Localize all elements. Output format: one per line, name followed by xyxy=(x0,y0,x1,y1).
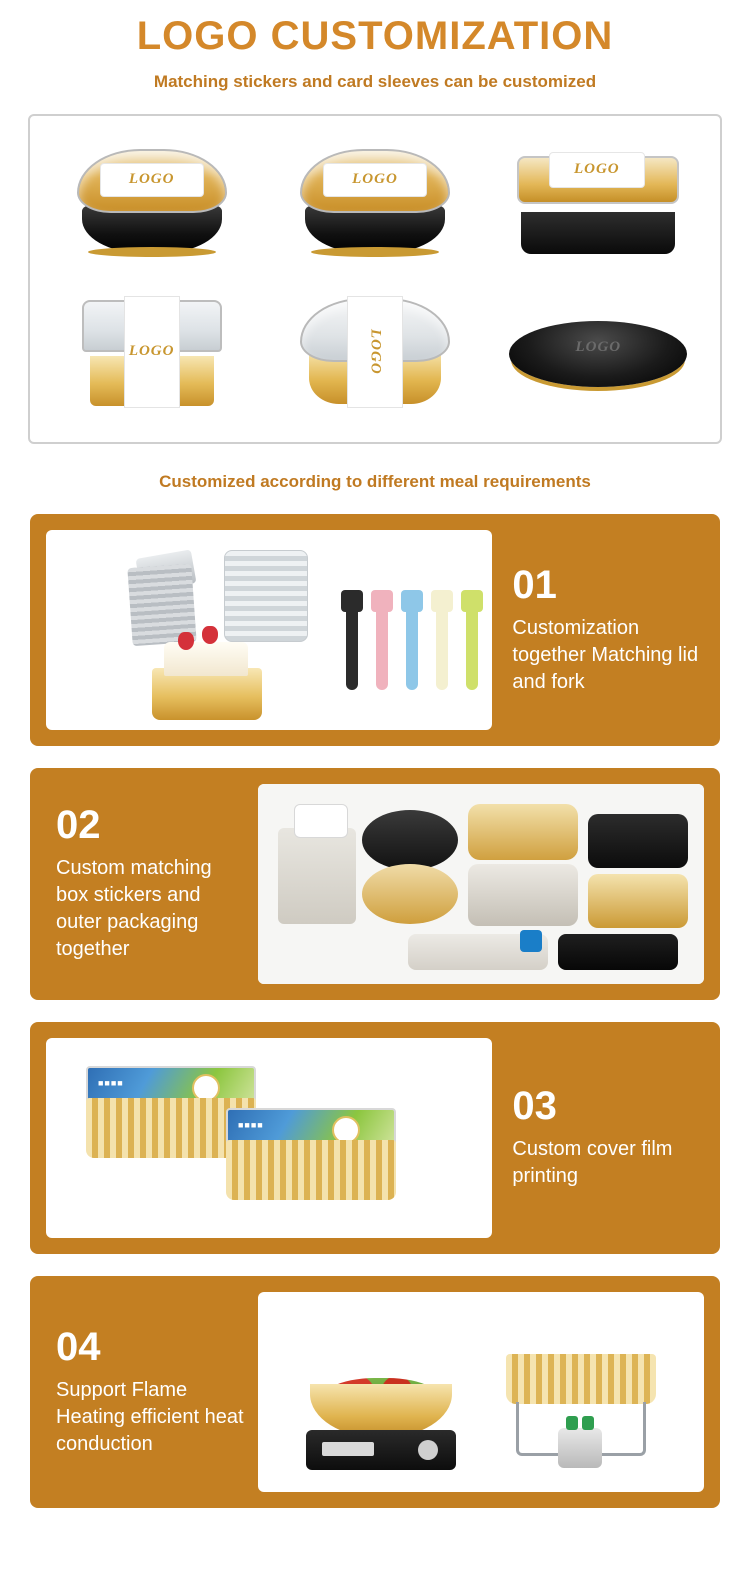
lid-stack-icon xyxy=(224,550,308,642)
black-lid-stack-icon xyxy=(362,810,458,870)
page-title: LOGO CUSTOMIZATION xyxy=(136,14,614,58)
feature-card-03 xyxy=(30,1022,720,1254)
feature-card-04-number: 04 xyxy=(56,1324,101,1369)
logo-sleeve xyxy=(347,296,403,408)
logo-sleeve xyxy=(323,163,427,197)
logo-text: LOGO xyxy=(367,328,384,375)
logo-text: LOGO xyxy=(128,171,175,187)
wrapped-stack-icon xyxy=(278,828,356,924)
logo-sleeve xyxy=(124,296,180,408)
gallery-item-rectangular-black-box-gold-lid xyxy=(498,132,698,278)
logo-sleeve xyxy=(549,152,645,188)
logo-text: LOGO xyxy=(352,171,398,187)
gallery-item-round-gold-cup-clear-lid-sleeve xyxy=(275,281,475,427)
feature-card-04-description: Support Flame Heating efficient heat conduction xyxy=(56,1378,244,1455)
feature-card-01 xyxy=(30,514,720,746)
gallery-item-square-gold-tray-clear-lid-sleeve xyxy=(52,281,252,427)
feature-card-02 xyxy=(30,768,720,1000)
foil-tray-icon xyxy=(506,1354,656,1404)
fork-icon-black xyxy=(346,604,358,690)
strawberry-icon xyxy=(178,632,194,650)
gold-box-icon xyxy=(468,804,578,860)
feature-card-02-description: Custom matching box stickers and outer packaging together xyxy=(56,857,212,960)
gallery-item-round-black-bowl-clear-lid-sleeve xyxy=(275,132,475,278)
feature-card-04-text xyxy=(46,1324,244,1458)
gallery-item-round-black-bowl-gold-lid xyxy=(52,132,252,278)
fork-icon-pink xyxy=(376,604,388,690)
page-subtitle: Matching stickers and card sleeves can be customized xyxy=(153,72,597,91)
feature-card-03-number: 03 xyxy=(512,1084,557,1128)
blue-tape-icon xyxy=(520,930,542,952)
black-lid-icon xyxy=(509,321,687,387)
black-base-icon xyxy=(558,934,678,970)
gallery-row-bottom xyxy=(40,279,710,428)
stove-knob-icon xyxy=(418,1440,438,1460)
box-base-icon xyxy=(521,212,675,254)
feature-card-04 xyxy=(30,1276,720,1508)
dessert-icon xyxy=(164,642,248,676)
feature-card-01-number: 01 xyxy=(512,562,557,607)
feature-card-02-number: 02 xyxy=(56,803,101,847)
sealed-gold-boxes-printed-film-photo xyxy=(46,1038,492,1238)
logo-text: LOGO xyxy=(575,338,622,355)
logo-sleeve xyxy=(100,163,204,197)
portable-stove-icon xyxy=(306,1430,456,1470)
stove-label xyxy=(322,1442,374,1456)
film-label: ■■■■ xyxy=(98,1078,124,1088)
fork-icon-blue xyxy=(406,604,418,690)
trays-lids-and-forks-photo xyxy=(46,530,492,730)
feature-card-01-text xyxy=(506,562,704,696)
product-gallery xyxy=(28,114,722,444)
fork-icon-cream xyxy=(436,604,448,690)
feature-card-02-text xyxy=(46,805,244,963)
feature-card-01-description: Customization together Matching lid and fork xyxy=(512,616,699,693)
strawberry-icon xyxy=(202,626,218,644)
fork-icon-green xyxy=(466,604,478,690)
sealed-box-icon xyxy=(226,1108,396,1200)
chafing-rack-icon xyxy=(506,1348,656,1468)
film-label: ■■■■ xyxy=(238,1120,264,1130)
gold-box-body-icon xyxy=(226,1140,396,1200)
gold-tray-icon xyxy=(588,874,688,928)
feature-cards xyxy=(0,514,750,1508)
section-heading: Customized according to different meal requirements xyxy=(159,472,591,491)
fuel-can-icon xyxy=(558,1428,602,1468)
gold-bowl-stack-icon xyxy=(362,864,458,924)
black-tray-icon xyxy=(588,814,688,868)
logo-text: LOGO xyxy=(128,343,175,359)
logo-text: LOGO xyxy=(573,161,620,177)
paper-label-icon xyxy=(294,804,348,838)
stove-pan-and-chafing-rack-photo xyxy=(258,1292,704,1492)
gallery-item-black-round-lid xyxy=(498,281,698,427)
gallery-row-top xyxy=(40,130,710,279)
wrapped-bundle-icon xyxy=(468,864,578,926)
feature-card-03-description: Custom cover film printing xyxy=(512,1138,673,1187)
feature-card-03-text xyxy=(506,1086,704,1190)
packed-containers-photo xyxy=(258,784,704,984)
